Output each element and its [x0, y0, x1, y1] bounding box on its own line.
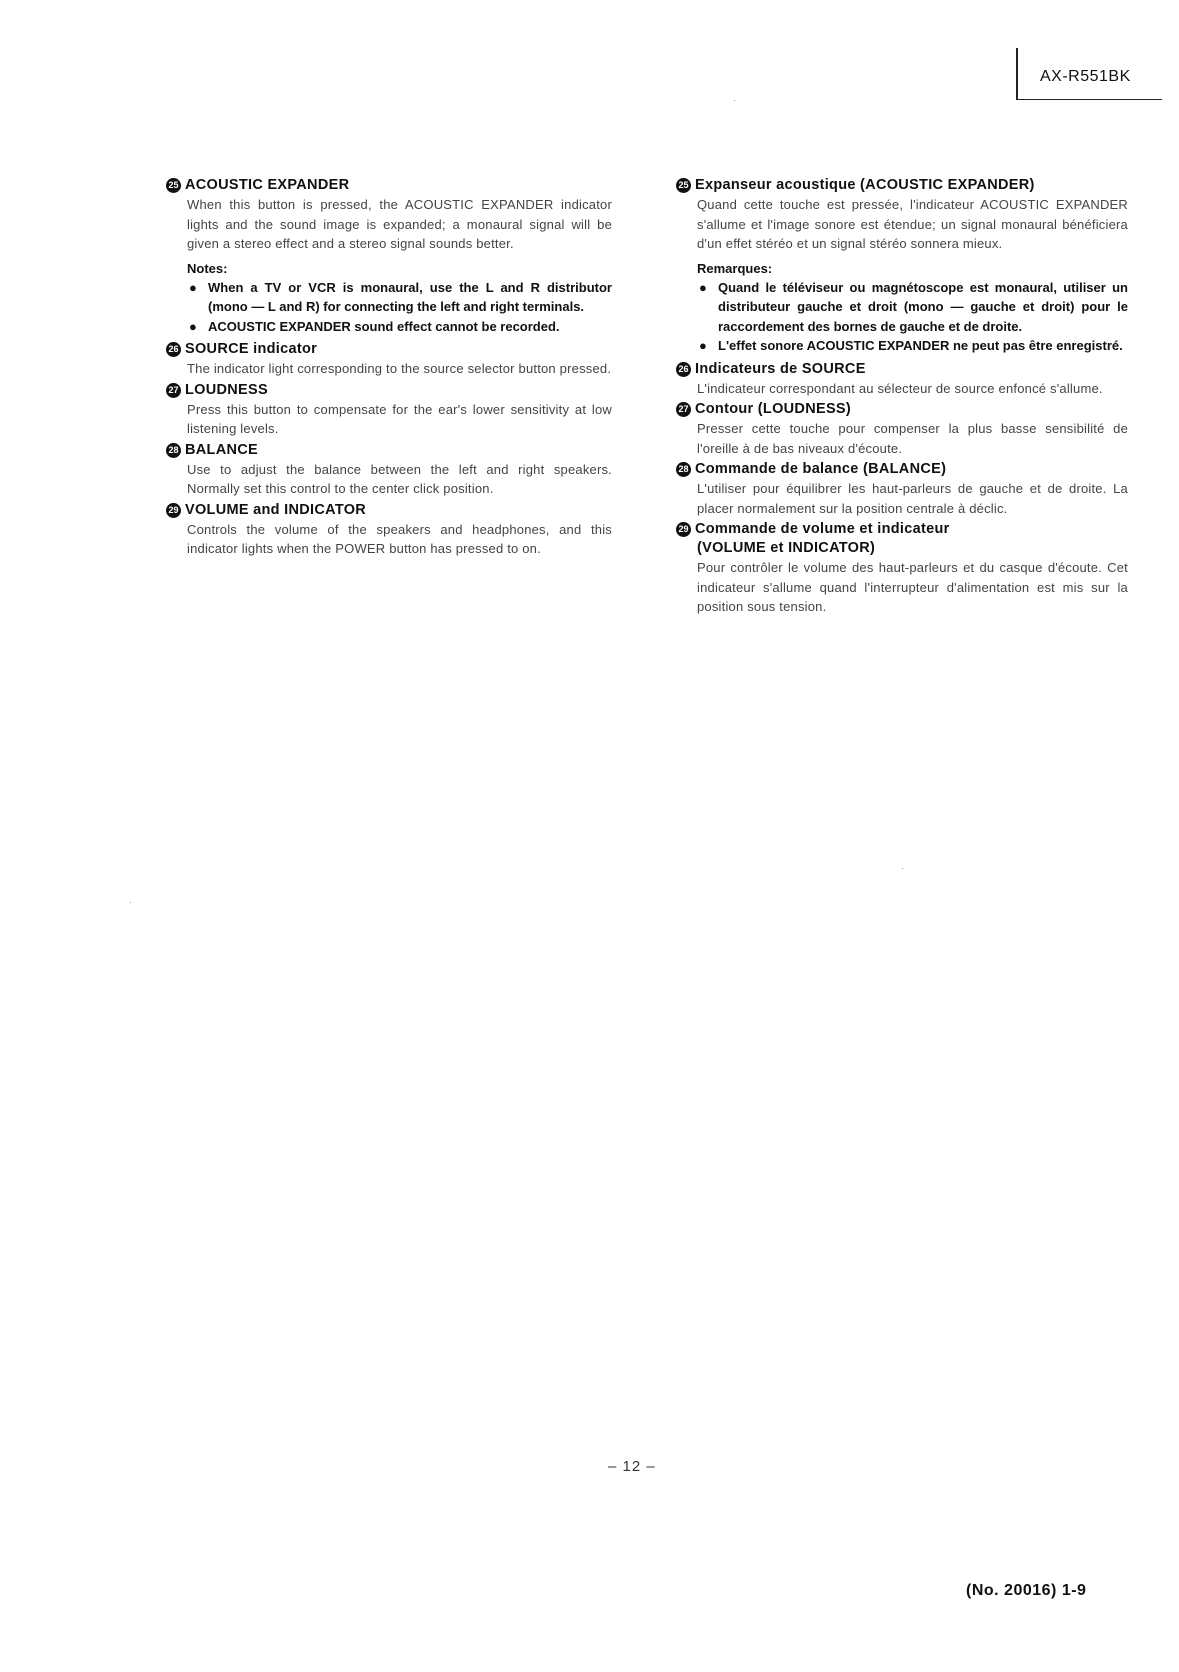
item-number-badge: 25 — [166, 178, 181, 193]
note-text: ACOUSTIC EXPANDER sound effect cannot be recorded. — [208, 318, 560, 334]
item-description: The indicator light corresponding to the source selector button pressed. — [187, 361, 612, 376]
french-column — [676, 176, 1128, 619]
item-description: L'utiliser pour équilibrer les haut-parleurs de gauche et de droite. La placer normalement sur la position centrale à déclic. — [697, 481, 1128, 516]
item-description: L'indicateur correspondant au sélecteur de source enfoncé s'allume. — [697, 380, 1103, 396]
item-number-badge: 28 — [676, 462, 691, 477]
item-title-continued: (VOLUME et INDICATOR) — [697, 540, 876, 556]
bullet-icon: ● — [189, 318, 197, 334]
item-title: Commande de balance (BALANCE) — [695, 461, 947, 477]
item-title: SOURCE indicator — [185, 341, 318, 357]
item-number-badge: 26 — [166, 342, 181, 357]
item-commande-volume — [676, 520, 1128, 617]
item-number-badge: 29 — [676, 522, 691, 537]
item-title: VOLUME and INDICATOR — [185, 501, 367, 518]
note-text: When a TV or VCR is monaural, use the L and R distributor (mono — L and R) for connecting the left and right terminals. — [208, 279, 612, 314]
note-item — [187, 317, 612, 337]
notes-list — [697, 278, 1128, 356]
bullet-icon: ● — [189, 279, 197, 295]
note-item — [187, 278, 612, 317]
page-number: – 12 – — [608, 1458, 656, 1475]
item-title: Expanseur acoustique (ACOUSTIC EXPANDER) — [695, 177, 1035, 193]
item-number-badge: 28 — [166, 443, 181, 458]
bullet-icon: ● — [699, 338, 707, 353]
item-description: Press this button to compensate for the ear's lower sensitivity at low listening levels. — [187, 401, 612, 436]
item-number-badge: 27 — [166, 383, 181, 398]
item-balance — [166, 441, 612, 499]
item-description: Presser cette touche pour compenser la plus basse sensibilité de l'oreille à de bas niveaux d'écoute. — [697, 421, 1128, 456]
bullet-icon: ● — [699, 279, 707, 295]
item-indicateurs-source — [676, 360, 1128, 399]
note-item — [697, 278, 1128, 337]
note-text: L'effet sonore ACOUSTIC EXPANDER ne peut pas être enregistré. — [718, 338, 1123, 353]
item-description: When this button is pressed, the ACOUSTIC EXPANDER indicator lights and the sound image is expanded; a monaural signal will be given a stereo effect and a stereo signal sounds better. — [187, 197, 612, 251]
item-title: Indicateurs de SOURCE — [695, 360, 866, 377]
item-source-indicator — [166, 340, 612, 379]
item-description: Controls the volume of the speakers and headphones, and this indicator lights when the POWER button has pressed to on. — [187, 521, 612, 556]
note-text: Quand le téléviseur ou magnétoscope est monaural, utiliser un distributeur gauche et droit (mono — gauche et droit) pour le raccordement des bornes de gauche et de droite. — [718, 279, 1128, 334]
item-title: Contour (LOUDNESS) — [695, 401, 852, 417]
document-code: (No. 20016) 1-9 — [966, 1582, 1087, 1599]
notes-title: Remarques: — [697, 260, 773, 276]
item-description: Pour contrôler le volume des haut-parleurs et du casque d'écoute. Cet indicateur s'allume quand l'interrupteur d'alimentation est mis sur la position sous tension. — [697, 560, 1128, 614]
item-title: BALANCE — [185, 441, 258, 458]
scan-speck — [902, 868, 903, 869]
item-title: ACOUSTIC EXPANDER — [185, 177, 350, 193]
item-volume-indicator — [166, 501, 612, 559]
notes-title: Notes: — [187, 260, 228, 276]
item-description: Quand cette touche est pressée, l'indicateur ACOUSTIC EXPANDER s'allume et l'image sonore est étendue; un signal monaural bénéficiera d'un effet stéréo et un signal stéréo sonnera mieux. — [697, 197, 1128, 251]
model-number: AX-R551BK — [1040, 68, 1131, 85]
item-number-badge: 26 — [676, 362, 691, 377]
item-number-badge: 25 — [676, 178, 691, 193]
item-acoustic-expander — [166, 176, 612, 336]
english-column — [166, 176, 612, 561]
item-number-badge: 29 — [166, 503, 181, 518]
scan-speck — [734, 100, 735, 101]
item-number-badge: 27 — [676, 402, 691, 417]
item-title: LOUDNESS — [185, 381, 268, 398]
item-commande-balance — [676, 460, 1128, 518]
item-contour-loudness — [676, 400, 1128, 458]
note-item — [697, 336, 1128, 356]
item-loudness — [166, 381, 612, 439]
item-title: Commande de volume et indicateur — [695, 521, 950, 537]
item-expanseur-acoustique — [676, 176, 1128, 356]
scan-speck — [130, 902, 131, 903]
item-description: Use to adjust the balance between the left and right speakers. Normally set this control to the center click position. — [187, 461, 612, 496]
notes-list — [187, 278, 612, 337]
